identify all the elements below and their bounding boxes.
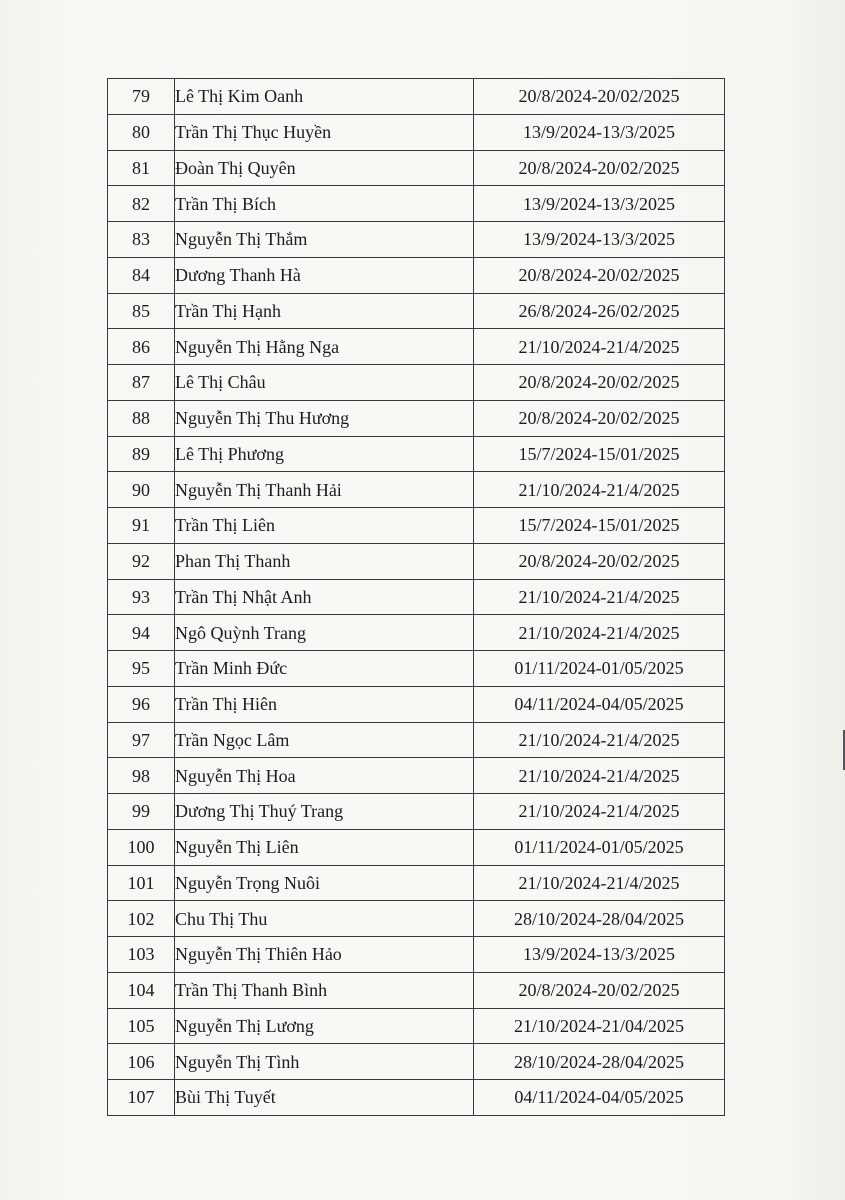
row-number-cell: 98 — [108, 758, 175, 794]
date-range-cell: 21/10/2024-21/4/2025 — [474, 758, 725, 794]
row-number-cell: 79 — [108, 79, 175, 115]
table-row — [108, 508, 725, 544]
row-number-cell: 82 — [108, 186, 175, 222]
person-name-cell: Chu Thị Thu — [175, 901, 474, 937]
row-number-cell: 87 — [108, 365, 175, 401]
date-range-cell: 21/10/2024-21/4/2025 — [474, 865, 725, 901]
table-row — [108, 758, 725, 794]
row-number-cell: 102 — [108, 901, 175, 937]
person-name-cell: Nguyễn Thị Thiên Hảo — [175, 937, 474, 973]
person-name-cell: Dương Thanh Hà — [175, 257, 474, 293]
table-row — [108, 365, 725, 401]
date-range-cell: 13/9/2024-13/3/2025 — [474, 222, 725, 258]
row-number-cell: 90 — [108, 472, 175, 508]
table-row — [108, 472, 725, 508]
row-number-cell: 93 — [108, 579, 175, 615]
date-range-cell: 21/10/2024-21/4/2025 — [474, 329, 725, 365]
date-range-cell: 20/8/2024-20/02/2025 — [474, 543, 725, 579]
person-name-cell: Nguyễn Thị Thanh Hải — [175, 472, 474, 508]
date-range-cell: 21/10/2024-21/4/2025 — [474, 579, 725, 615]
person-name-cell: Ngô Quỳnh Trang — [175, 615, 474, 651]
table-row — [108, 1008, 725, 1044]
person-name-cell: Đoàn Thị Quyên — [175, 150, 474, 186]
date-range-cell: 28/10/2024-28/04/2025 — [474, 901, 725, 937]
table-row — [108, 1080, 725, 1116]
row-number-cell: 101 — [108, 865, 175, 901]
table-row — [108, 436, 725, 472]
date-range-cell: 20/8/2024-20/02/2025 — [474, 257, 725, 293]
row-number-cell: 106 — [108, 1044, 175, 1080]
person-name-cell: Nguyễn Thị Thu Hương — [175, 400, 474, 436]
person-name-cell: Trần Thị Liên — [175, 508, 474, 544]
date-range-cell: 13/9/2024-13/3/2025 — [474, 186, 725, 222]
date-range-cell: 20/8/2024-20/02/2025 — [474, 400, 725, 436]
table-row — [108, 686, 725, 722]
date-range-cell: 21/10/2024-21/4/2025 — [474, 794, 725, 830]
person-name-cell: Nguyễn Thị Liên — [175, 829, 474, 865]
date-range-cell: 15/7/2024-15/01/2025 — [474, 508, 725, 544]
date-range-cell: 21/10/2024-21/04/2025 — [474, 1008, 725, 1044]
row-number-cell: 89 — [108, 436, 175, 472]
row-number-cell: 92 — [108, 543, 175, 579]
table-row — [108, 651, 725, 687]
date-range-cell: 21/10/2024-21/4/2025 — [474, 722, 725, 758]
table-row — [108, 579, 725, 615]
table-row — [108, 79, 725, 115]
date-range-cell: 04/11/2024-04/05/2025 — [474, 686, 725, 722]
person-name-cell: Bùi Thị Tuyết — [175, 1080, 474, 1116]
date-range-cell: 13/9/2024-13/3/2025 — [474, 937, 725, 973]
person-name-cell: Trần Thị Bích — [175, 186, 474, 222]
person-name-cell: Trần Ngọc Lâm — [175, 722, 474, 758]
date-range-cell: 01/11/2024-01/05/2025 — [474, 829, 725, 865]
date-range-cell: 21/10/2024-21/4/2025 — [474, 472, 725, 508]
person-name-cell: Nguyễn Thị Hằng Nga — [175, 329, 474, 365]
table-row — [108, 186, 725, 222]
row-number-cell: 96 — [108, 686, 175, 722]
row-number-cell: 100 — [108, 829, 175, 865]
row-number-cell: 83 — [108, 222, 175, 258]
person-name-cell: Trần Thị Hạnh — [175, 293, 474, 329]
person-name-cell: Lê Thị Kim Oanh — [175, 79, 474, 115]
date-range-cell: 26/8/2024-26/02/2025 — [474, 293, 725, 329]
table-row — [108, 400, 725, 436]
person-name-cell: Trần Thị Thanh Bình — [175, 972, 474, 1008]
date-range-cell: 20/8/2024-20/02/2025 — [474, 150, 725, 186]
table-row — [108, 222, 725, 258]
date-range-cell: 20/8/2024-20/02/2025 — [474, 365, 725, 401]
person-name-cell: Trần Thị Nhật Anh — [175, 579, 474, 615]
row-number-cell: 107 — [108, 1080, 175, 1116]
row-number-cell: 95 — [108, 651, 175, 687]
row-number-cell: 81 — [108, 150, 175, 186]
roster-table — [107, 78, 725, 1116]
table-row — [108, 937, 725, 973]
person-name-cell: Trần Minh Đức — [175, 651, 474, 687]
table-row — [108, 829, 725, 865]
table-row — [108, 722, 725, 758]
table-row — [108, 615, 725, 651]
person-name-cell: Nguyễn Thị Thắm — [175, 222, 474, 258]
row-number-cell: 99 — [108, 794, 175, 830]
table-row — [108, 794, 725, 830]
table-row — [108, 293, 725, 329]
row-number-cell: 88 — [108, 400, 175, 436]
date-range-cell: 04/11/2024-04/05/2025 — [474, 1080, 725, 1116]
table-row — [108, 329, 725, 365]
date-range-cell: 15/7/2024-15/01/2025 — [474, 436, 725, 472]
person-name-cell: Trần Thị Thục Huyền — [175, 114, 474, 150]
table-row — [108, 114, 725, 150]
person-name-cell: Nguyễn Thị Tình — [175, 1044, 474, 1080]
table-row — [108, 150, 725, 186]
person-name-cell: Trần Thị Hiên — [175, 686, 474, 722]
person-name-cell: Lê Thị Phương — [175, 436, 474, 472]
row-number-cell: 97 — [108, 722, 175, 758]
table-row — [108, 865, 725, 901]
row-number-cell: 104 — [108, 972, 175, 1008]
date-range-cell: 01/11/2024-01/05/2025 — [474, 651, 725, 687]
person-name-cell: Nguyễn Trọng Nuôi — [175, 865, 474, 901]
date-range-cell: 13/9/2024-13/3/2025 — [474, 114, 725, 150]
row-number-cell: 84 — [108, 257, 175, 293]
date-range-cell: 28/10/2024-28/04/2025 — [474, 1044, 725, 1080]
row-number-cell: 86 — [108, 329, 175, 365]
row-number-cell: 85 — [108, 293, 175, 329]
table-row — [108, 972, 725, 1008]
person-name-cell: Nguyễn Thị Lương — [175, 1008, 474, 1044]
person-name-cell: Dương Thị Thuý Trang — [175, 794, 474, 830]
date-range-cell: 20/8/2024-20/02/2025 — [474, 972, 725, 1008]
roster-table-body — [108, 79, 725, 1116]
person-name-cell: Phan Thị Thanh — [175, 543, 474, 579]
table-row — [108, 901, 725, 937]
row-number-cell: 105 — [108, 1008, 175, 1044]
table-row — [108, 1044, 725, 1080]
person-name-cell: Nguyễn Thị Hoa — [175, 758, 474, 794]
date-range-cell: 21/10/2024-21/4/2025 — [474, 615, 725, 651]
row-number-cell: 103 — [108, 937, 175, 973]
date-range-cell: 20/8/2024-20/02/2025 — [474, 79, 725, 115]
row-number-cell: 80 — [108, 114, 175, 150]
person-name-cell: Lê Thị Châu — [175, 365, 474, 401]
row-number-cell: 91 — [108, 508, 175, 544]
row-number-cell: 94 — [108, 615, 175, 651]
table-row — [108, 543, 725, 579]
table-row — [108, 257, 725, 293]
